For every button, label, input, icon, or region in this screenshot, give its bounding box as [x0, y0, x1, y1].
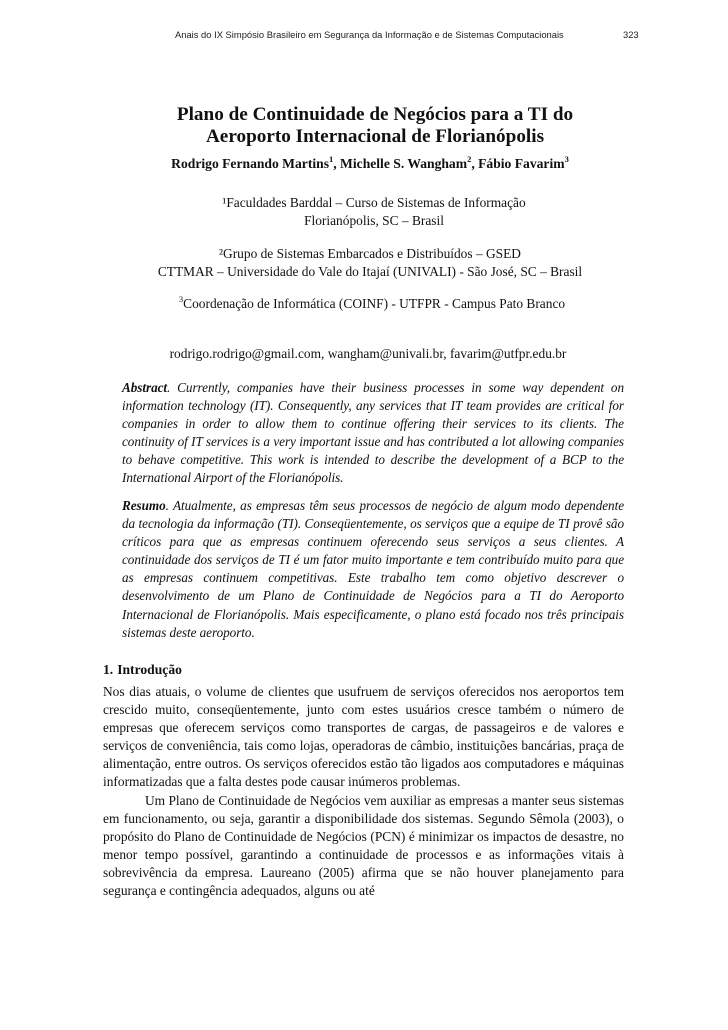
running-header [0, 29, 728, 43]
author-affiliation-mark: 3 [564, 154, 569, 164]
paper-title-line-2: Aeroporto Internacional de Florianópolis [205, 126, 545, 147]
resumo [122, 497, 624, 642]
affiliation-1 [0, 194, 728, 229]
affiliation-3-mark: 3 [178, 294, 184, 304]
author-emails: rodrigo.rodrigo@gmail.com, wangham@univali.br, favarim@utfpr.edu.br [169, 346, 567, 361]
abstract-label: Abstract [122, 380, 168, 395]
author-affiliation-mark: 2 [467, 154, 472, 164]
abstract [122, 379, 624, 488]
abstract-text: . Currently, companies have their business processes in some way dependent on information technology (IT). Consequently, any services that IT team provides are critical for companies in order to allow them to continue offering their services to its clients. The continuity of IT services is a very important issue and has contributed a lot allowing companies to behave competitive. This work is intended to describe the development of a BCP to the International Airport of the Florianópolis. [122, 380, 624, 486]
section-title: Introdução [117, 662, 182, 677]
body-paragraph: Um Plano de Continuidade de Negócios vem auxiliar as empresas a manter seus sistemas em funcionamento, ou seja, garantir a disponibilidade dos sistemas. Segundo Sêmola (2003), o propósito do Plano de Continuidade de Negócios (PCN) é minimizar os impactos de desastre, no menor tempo possível, garantindo a continuidade de processos e as informações vitais à sobrevivência da empresa. Laureano (2005) afirma que se não houver planejamento para segurança e contingência adequados, alguns ou até [103, 792, 624, 899]
author-affiliation-mark: 1 [329, 154, 334, 164]
affiliation-3-text: Coordenação de Informática (COINF) - UTFPR - Campus Pato Branco [183, 296, 566, 311]
author-name: Fábio Favarim [478, 156, 565, 171]
conference-name: Anais do IX Simpósio Brasileiro em Segurança da Informação e de Sistemas Computacionais [175, 29, 564, 40]
author-name: Rodrigo Fernando Martins [171, 156, 329, 171]
paper-title [0, 104, 728, 148]
section-heading [103, 662, 182, 678]
author-list [0, 156, 728, 172]
body-paragraph: Nos dias atuais, o volume de clientes que usufruem de serviços oferecidos nos aeroportos tem crescido muito, conseqüentemente, junto com estes usuários cresce também o número de empresas que oferecem serviços como transportes de cargas, de passageiros e de valores e serviços de conveniência, tais como lojas, operadoras de câmbio, instituições bancárias, praça de alimentação, entre outros. Os serviços oferecidos estão tão ligados aos computadores e máquinas informatizadas que a falta destes pode causar inúmeros problemas. [103, 684, 624, 790]
affiliation-1-line-1: ¹Faculdades Barddal – Curso de Sistemas de Informação [222, 195, 526, 210]
affiliation-3 [0, 295, 728, 313]
affiliation-2 [0, 245, 728, 280]
affiliation-1-line-2: Florianópolis, SC – Brasil [304, 212, 444, 228]
resumo-label: Resumo [122, 498, 166, 513]
affiliation-2-line-2: CTTMAR – Universidade do Vale do Itajaí (UNIVALI) - São José, SC – Brasil [157, 263, 583, 279]
resumo-text: . Atualmente, as empresas têm seus processos de negócio de algum modo dependente da tecnologia da informação (TI). Conseqüentemente, os serviços que a equipe de TI provê são críticos para que as empresas continuem oferecendo seus serviços a seus clientes. A continuidade dos serviços de TI é um fator muito importante e tem contribuído muito para que as empresas continuem competitivas. Este trabalho tem como objetivo descrever o desenvolvimento de um Plano de Continuidade de Negócios para a TI do Aeroporto Internacional de Florianópolis. Mais especificamente, o plano está focado nos três principais sistemas deste aeroporto. [122, 498, 624, 640]
author-separator: , [471, 156, 479, 171]
section-number: 1. [103, 662, 114, 677]
section-body [103, 683, 624, 900]
author-separator: , [333, 156, 341, 171]
author-name: Michelle S. Wangham [340, 156, 468, 171]
paper-title-line-1: Plano de Continuidade de Negócios para a TI do [176, 104, 574, 125]
paper-title-block [0, 104, 728, 148]
affiliation-2-line-1: ²Grupo de Sistemas Embarcados e Distribuídos – GSED [219, 246, 521, 261]
page-number: 323 [623, 29, 639, 40]
